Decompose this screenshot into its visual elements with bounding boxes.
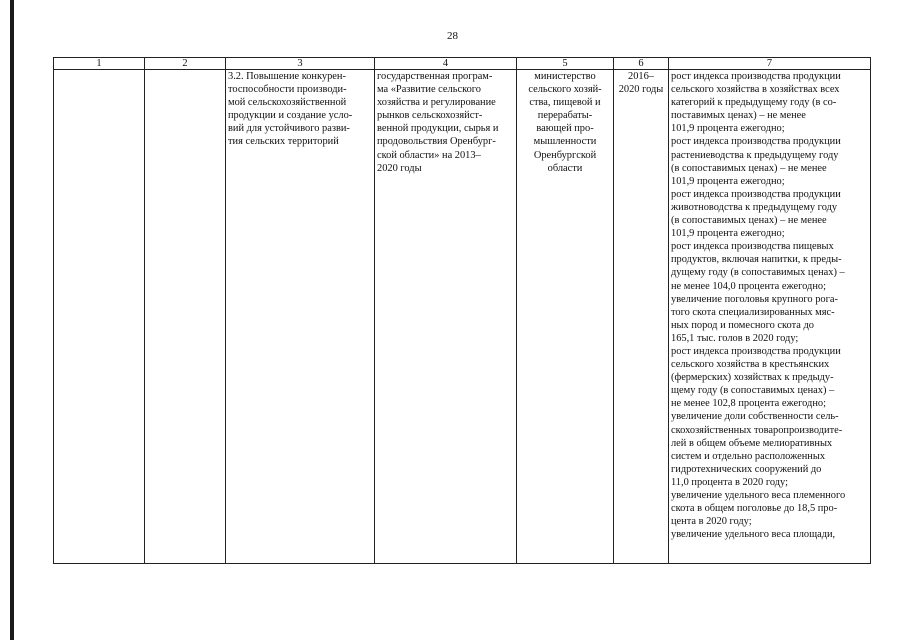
cell-text-line: увеличение поголовья крупного рога- [671,293,838,305]
column-header-1: 1 [54,58,145,70]
cell-text-line: рост индекса производства продукции [671,188,841,200]
cell-text-line: государственная програм- [377,71,493,82]
cell-text-line: увеличение удельного веса площади, [671,529,836,541]
cell-text-line: поставимых ценах) – не менее [671,110,806,122]
cell-col5 [517,70,614,564]
scan-edge-bar [10,0,14,640]
cell-text-line: животноводства к предыдущему году [671,201,838,213]
cell-text-line: вающей про- [536,123,594,135]
cell-text-line: ма «Развитие сельского [377,84,481,96]
cell-text-line: Оренбургской [533,149,597,161]
column-header-7: 7 [669,58,871,70]
cell-text-line: скота в общем поголовье до 18,5 про- [671,503,838,515]
cell-col4 [375,70,517,564]
cell-text-line: 3.2. Повышение конкурен- [228,71,346,82]
cell-text-line: (фермерских) хозяйствах к предыду- [671,372,834,384]
cell-text-line: 165,1 тыс. голов в 2020 году; [671,332,799,344]
cell-text-line: 101,9 процента ежегодно; [671,228,785,240]
cell-text-line: того скота специализированных мяс- [671,306,835,318]
cell-text-line: ных пород и помесного скота до [671,319,814,331]
cell-text-line: ства, пищевой и [529,97,601,109]
cell-text-line: мой сельскохозяйственной [228,97,347,109]
cell-text-line: продуктов, включая напитки, к преды- [671,254,842,266]
cell-text-line: (в сопоставимых ценах) – не менее [671,162,827,174]
cell-text-line: министерство [534,71,596,82]
cell-text-line: продовольствия Оренбург- [377,136,496,148]
cell-text-line: рост индекса производства продукции [671,136,841,148]
column-header-5: 5 [517,58,614,70]
cell-text-line: мышленности [533,136,597,148]
page-number: 28 [447,30,458,42]
cell-text-line: не менее 102,8 процента ежегодно; [671,398,826,410]
cell-text-line: увеличение доли собственности сель- [671,411,839,423]
cell-text-line: сельского хозяйства в хозяйствах всех [671,84,840,96]
column-header-2: 2 [145,58,226,70]
cell-text-line: хозяйства и регулирование [377,97,496,109]
cell-text-line: сельского хозяй- [528,84,602,96]
cell-col1 [54,70,145,564]
cell-col2 [145,70,226,564]
cell-text-line: сельского хозяйства в крестьянских [671,359,830,371]
cell-text-line: рынков сельскохозяйст- [377,110,483,122]
cell-text-line: лей в общем объеме мелиоративных [671,437,833,449]
cell-text-line: вий для устойчивого разви- [228,123,350,135]
cell-text-line: увеличение удельного веса племенного [671,490,846,501]
cell-text-line: щему году (в сопоставимых ценах) – [671,385,835,397]
cell-text-line: тоспособности производи- [228,84,347,96]
cell-col6 [614,70,669,564]
cell-text-line: рост индекса производства продукции [671,71,841,82]
cell-text-line: категорий к предыдущему году (в со- [671,97,837,109]
cell-text-line: 101,9 процента ежегодно; [671,175,785,187]
cell-text-line: ской области» на 2013– [377,149,481,161]
cell-text-line: систем и отдельно расположенных [671,450,826,462]
program-table [53,57,871,564]
cell-text-line: 101,9 процента ежегодно; [671,123,785,135]
cell-text-line: рост индекса производства пищевых [671,241,834,253]
cell-col7 [669,70,871,564]
column-number-row [54,58,871,70]
cell-text-line: области [547,162,583,174]
column-header-6: 6 [614,58,669,70]
cell-text-line: 11,0 процента в 2020 году; [671,476,788,488]
cell-text-line: не менее 104,0 процента ежегодно; [671,280,826,292]
cell-text-line: венной продукции, сырья и [377,123,499,135]
cell-text-line: дущему году (в сопоставимых ценах) – [671,267,845,279]
column-header-3: 3 [226,58,375,70]
cell-col3 [226,70,375,564]
column-header-4: 4 [375,58,517,70]
cell-text-line: 2020 годы [377,162,422,174]
cell-text-line: рост индекса производства продукции [671,345,841,357]
cell-text-line: гидротехнических сооружений до [671,463,822,475]
cell-text-line: перерабаты- [537,110,593,122]
table-row [54,70,871,564]
cell-text-line: цента в 2020 году; [671,516,752,528]
cell-text-line: растениеводства к предыдущему году [671,149,839,161]
cell-text-line: тия сельских территорий [228,136,339,148]
cell-text-line: продукции и создание усло- [228,110,353,122]
cell-text-line: скохозяйственных товаропроизводите- [671,424,843,436]
cell-text-line: (в сопоставимых ценах) – не менее [671,215,827,227]
cell-text-line: 2020 годы [618,84,664,96]
cell-text-line: 2016– [628,71,654,82]
